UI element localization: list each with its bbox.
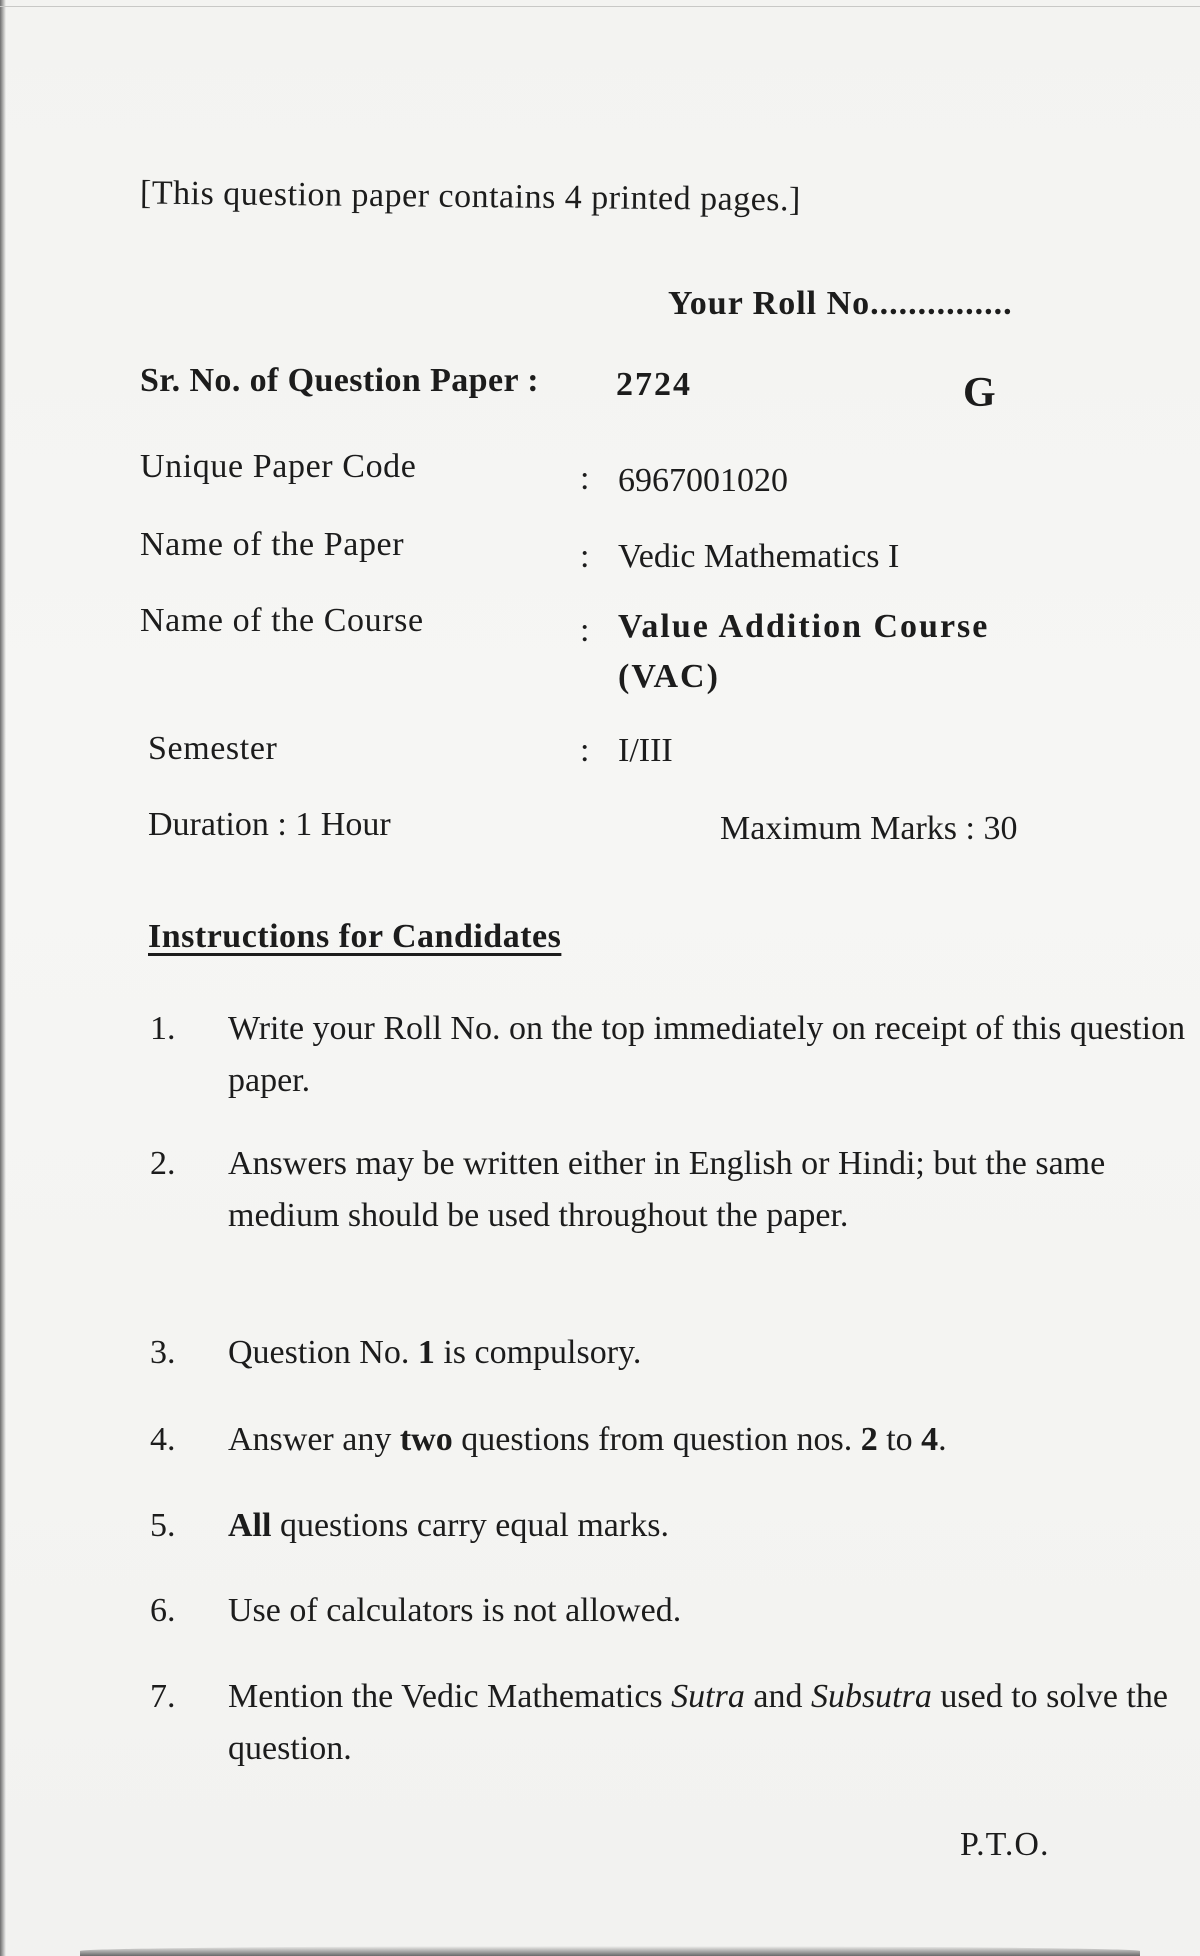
roll-number-field: Your Roll No............... bbox=[668, 285, 1013, 322]
text-segment: questions carry equal marks. bbox=[271, 1507, 669, 1544]
text-segment: Question No. bbox=[228, 1334, 418, 1371]
paper-set-letter: G bbox=[963, 370, 996, 416]
semester-colon: : bbox=[580, 732, 590, 769]
text-segment: Answer any bbox=[228, 1421, 400, 1458]
paper-name-colon: : bbox=[580, 538, 590, 575]
instruction-number: 5. bbox=[150, 1507, 176, 1544]
instruction-number: 2. bbox=[150, 1145, 176, 1182]
text-segment: Answers may be written either in English or Hindi; but the same medium should be used throughout the paper. bbox=[228, 1145, 1106, 1234]
semester-value: I/III bbox=[618, 732, 673, 769]
semester-label: Semester bbox=[148, 730, 278, 767]
emphasis-bold: 2 bbox=[860, 1421, 878, 1458]
instruction-text bbox=[228, 1414, 1200, 1466]
instruction-text bbox=[228, 1500, 1200, 1552]
serial-number-label: Sr. No. of Question Paper : bbox=[140, 362, 539, 399]
instruction-text bbox=[228, 1327, 1200, 1379]
paper-code-label: Unique Paper Code bbox=[140, 448, 417, 485]
paper-name-label: Name of the Paper bbox=[140, 526, 405, 563]
instruction-text bbox=[228, 1138, 1200, 1242]
instruction-text bbox=[228, 1671, 1200, 1775]
instructions-heading: Instructions for Candidates bbox=[148, 918, 562, 955]
instruction-text bbox=[228, 1003, 1200, 1107]
text-segment: questions from question nos. bbox=[452, 1421, 861, 1458]
instruction-number: 4. bbox=[150, 1421, 176, 1458]
emphasis-italic: Subsutra bbox=[810, 1678, 932, 1715]
instruction-number: 6. bbox=[150, 1592, 176, 1629]
page-count-note: [This question paper contains 4 printed pages.] bbox=[139, 174, 802, 219]
emphasis-bold: All bbox=[228, 1507, 272, 1544]
text-segment: and bbox=[744, 1678, 811, 1715]
text-segment: to bbox=[877, 1421, 922, 1458]
course-name-value: Value Addition Course (VAC) bbox=[618, 608, 990, 695]
text-segment: Mention the Vedic Mathematics bbox=[228, 1678, 672, 1715]
paper-code-value: 6967001020 bbox=[618, 462, 788, 499]
paper-code-colon: : bbox=[580, 460, 590, 497]
course-name-colon: : bbox=[580, 612, 590, 649]
instruction-number: 1. bbox=[150, 1010, 176, 1047]
emphasis-italic: Sutra bbox=[671, 1678, 745, 1715]
emphasis-bold: 1 bbox=[417, 1334, 435, 1371]
text-segment: Write your Roll No. on the top immediately on receipt of this question paper. bbox=[228, 1010, 1186, 1099]
paper-name-value: Vedic Mathematics I bbox=[618, 538, 900, 575]
text-segment: is compulsory. bbox=[434, 1334, 642, 1371]
course-name-label: Name of the Course bbox=[140, 602, 424, 639]
instruction-text bbox=[228, 1585, 1200, 1637]
page-top-edge bbox=[0, 6, 1200, 7]
instruction-number: 3. bbox=[150, 1334, 176, 1371]
emphasis-bold: 4 bbox=[921, 1421, 939, 1458]
maximum-marks: Maximum Marks : 30 bbox=[720, 810, 1018, 847]
text-segment: Use of calculators is not allowed. bbox=[228, 1592, 682, 1629]
please-turn-over: P.T.O. bbox=[960, 1826, 1050, 1863]
instruction-number: 7. bbox=[150, 1678, 176, 1715]
exam-duration: Duration : 1 Hour bbox=[148, 806, 391, 843]
text-segment: . bbox=[938, 1421, 947, 1458]
text-segment: used to solve the question. bbox=[228, 1678, 1168, 1767]
serial-number-value: 2724 bbox=[616, 366, 692, 403]
emphasis-bold: two bbox=[399, 1421, 453, 1458]
